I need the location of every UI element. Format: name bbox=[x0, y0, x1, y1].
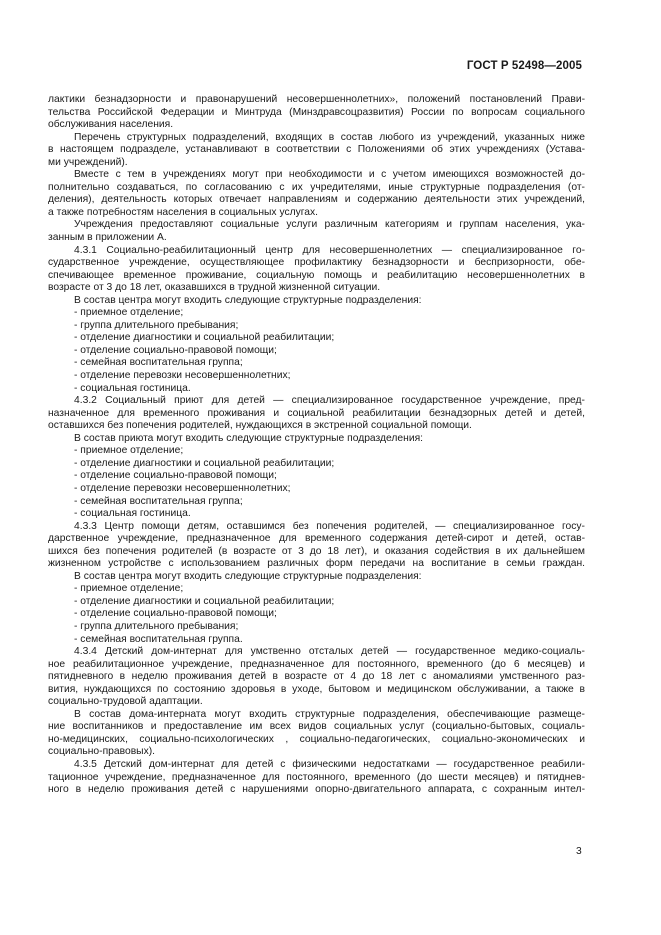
text-line: дарственное учреждение, предназначенное для временного содержания детей-сирот и детей, остав- bbox=[48, 533, 585, 545]
text-line: - отделение социально-правовой помощи; bbox=[74, 470, 277, 482]
text-line: - отделение социально-правовой помощи; bbox=[74, 608, 277, 620]
text-line: 4.3.5 Детский дом-интернат для детей с физическими недостатками — государственное реабили- bbox=[74, 758, 585, 770]
text-line: ние воспитанников и предоставление им всех видов социальных услуг (социально-бытовых, социаль- bbox=[48, 721, 585, 733]
text-line: жизненном устройстве с использованием различных форм передачи на воспитание в семьи граждан. bbox=[48, 558, 585, 570]
text-line: В состав центра могут входить следующие структурные подразделения: bbox=[74, 294, 422, 306]
text-line: - семейная воспитательная группа; bbox=[74, 357, 243, 369]
text-line: В состав дома-интерната могут входить структурные подразделения, обеспечивающие размеще- bbox=[74, 708, 585, 720]
text-line: шихся без попечения родителей (в возрасте от 3 до 18 лет), и оказания содействия в их дальнейшем bbox=[48, 545, 585, 557]
text-line: 4.3.2 Социальный приют для детей — специализированное государственное учреждение, пред- bbox=[74, 395, 585, 407]
page-number: 3 bbox=[576, 846, 582, 857]
text-line: в настоящем подразделе, устанавливают в соответствии с Положениями об этих учреждениях (Устава- bbox=[48, 144, 585, 156]
text-line: оставшихся без попечения родителей, нуждающихся в экстренной социальной помощи. bbox=[48, 420, 472, 432]
text-line: ного в неделю проживания детей с нарушениями опорно-двигательного аппарата, с сохранным интел- bbox=[48, 784, 585, 796]
text-line: - отделение социально-правовой помощи; bbox=[74, 344, 277, 356]
text-line: занным в приложении А. bbox=[48, 232, 167, 244]
text-line: тельства Российской Федерации и Минтруда (Минздравсоцразвития) России по вопросам социального bbox=[48, 106, 585, 118]
text-line: ное реабилитационное учреждение, предназначенное для постоянного, временного (до 6 месяцев) и bbox=[48, 658, 585, 670]
text-line: - социальная гостиница. bbox=[74, 508, 191, 520]
text-line: назначенное для временного проживания и социальной реабилитации безнадзорных детей и детей, bbox=[48, 407, 585, 419]
text-line: - приемное отделение; bbox=[74, 583, 184, 595]
text-line: спечивающее временное проживание, социальную помощь и реабилитацию несовершеннолетних в bbox=[48, 269, 585, 281]
standard-header: ГОСТ Р 52498—2005 bbox=[466, 60, 582, 72]
text-line: обслуживания населения. bbox=[48, 119, 174, 131]
text-line: В состав центра могут входить следующие структурные подразделения: bbox=[74, 570, 422, 582]
text-line: деления), деятельность которых отвечает направлениям и содержанию деятельности этих учреждений, bbox=[48, 194, 585, 206]
text-line: социально-трудовой адаптации. bbox=[48, 696, 203, 708]
text-line: 4.3.3 Центр помощи детям, оставшимся без попечения родителей, — специализированное госу- bbox=[74, 520, 585, 532]
text-line: Перечень структурных подразделений, входящих в состав любого из учреждений, указанных ниже bbox=[74, 131, 585, 143]
text-line: - социальная гостиница. bbox=[74, 382, 191, 394]
text-line: - группа длительного пребывания; bbox=[74, 620, 239, 632]
text-line: - приемное отделение; bbox=[74, 445, 184, 457]
text-line: 4.3.1 Социально-реабилитационный центр для несовершеннолетних — специализированное го- bbox=[74, 244, 585, 256]
text-line: - отделение диагностики и социальной реабилитации; bbox=[74, 457, 335, 469]
text-line: - отделение диагностики и социальной реабилитации; bbox=[74, 332, 335, 344]
text-line: сударственное учреждение, осуществляющее профилактику безнадзорности и беспризорности, обе- bbox=[48, 257, 585, 269]
text-line: В состав приюта могут входить следующие структурные подразделения: bbox=[74, 432, 424, 444]
text-line: - отделение диагностики и социальной реабилитации; bbox=[74, 595, 335, 607]
text-line: Учреждения предоставляют социальные услуги различным категориям и группам населения, ука- bbox=[74, 219, 585, 231]
text-line: пятидневного в неделю проживания детей в возрасте от 4 до 18 лет с аномалиями умственного раз- bbox=[48, 671, 585, 683]
text-line: - отделение перевозки несовершеннолетних; bbox=[74, 482, 291, 494]
text-line: а также потребностям населения в социальных услугах. bbox=[48, 206, 319, 218]
text-line: Вместе с тем в учреждениях могут при необходимости и с учетом имеющихся возможностей до- bbox=[74, 169, 585, 181]
text-line: - отделение перевозки несовершеннолетних; bbox=[74, 370, 291, 382]
text-line: - группа длительного пребывания; bbox=[74, 319, 239, 331]
text-line: 4.3.4 Детский дом-интернат для умственно отсталых детей — государственное медико-социаль- bbox=[74, 646, 585, 658]
text-line: возрасте от 3 до 18 лет, оказавшихся в трудной жизненной ситуации. bbox=[48, 282, 381, 294]
text-line: но-медицинских, социально-психологических , социально-педагогических, социально-экономических и bbox=[48, 733, 585, 745]
text-line: вития, нуждающихся по состоянию здоровья в уходе, бытовом и медицинском обслуживании, а также в bbox=[48, 683, 585, 695]
text-line: - семейная воспитательная группа. bbox=[74, 633, 243, 645]
text-line: лактики безнадзорности и правонарушений несовершеннолетних», положений постановлений Прави- bbox=[48, 94, 585, 105]
body-text bbox=[48, 94, 585, 797]
text-line: тационное учреждение, предназначенное для постоянного, временного (до шести месяцев) и пятиднев- bbox=[48, 771, 585, 783]
text-line: - семейная воспитательная группа; bbox=[74, 495, 243, 507]
text-line: полнительно создаваться, по согласованию с их учредителями, иные структурные подразделения (от- bbox=[48, 181, 585, 193]
text-line: социально-правовых). bbox=[48, 746, 156, 758]
text-line: - приемное отделение; bbox=[74, 307, 184, 319]
text-line: ми учреждений). bbox=[48, 156, 128, 168]
